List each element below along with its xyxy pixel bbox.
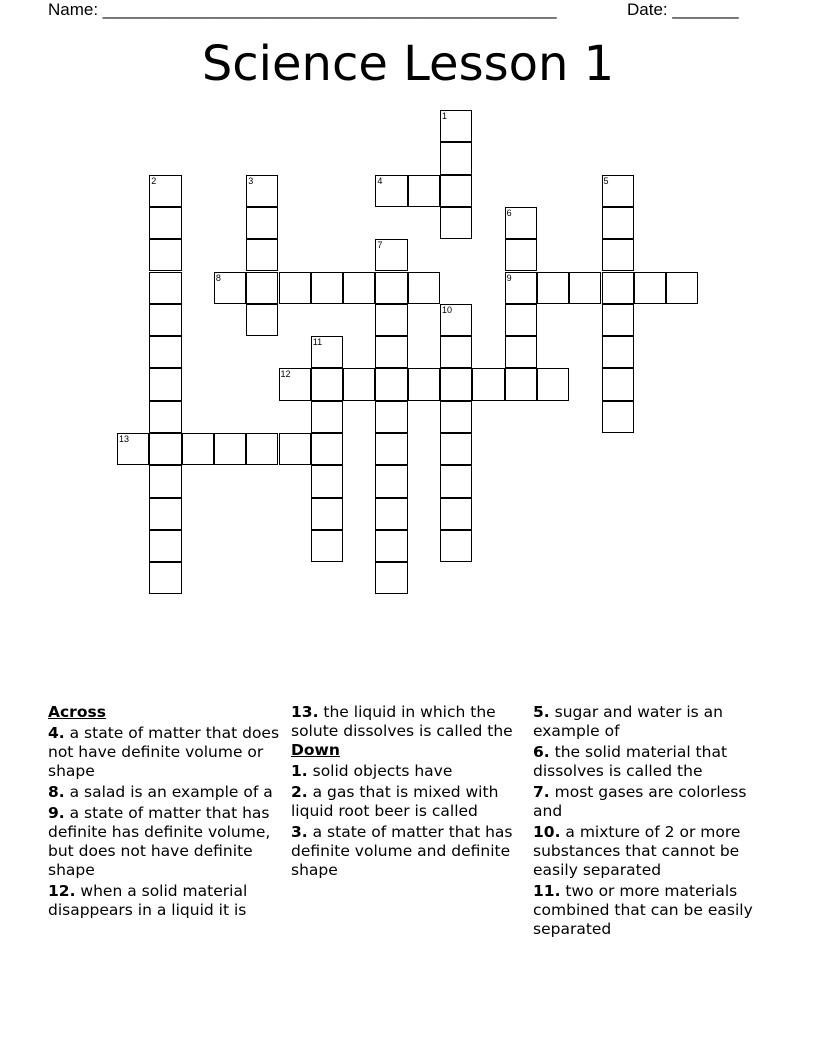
name-field-label: Name: ________________________________________________ — [48, 0, 557, 19]
crossword-cell[interactable] — [472, 368, 504, 400]
clues-column-3 — [533, 703, 768, 939]
crossword-cell[interactable] — [149, 530, 181, 562]
page-title: Science Lesson 1 — [201, 36, 615, 92]
crossword-cell[interactable] — [343, 272, 375, 304]
crossword-cell[interactable] — [214, 433, 246, 465]
crossword-cell[interactable] — [375, 530, 407, 562]
clue-down-10: 10. a mixture of 2 or more substances that cannot be easily separated — [533, 823, 741, 879]
crossword-cell[interactable] — [149, 239, 181, 271]
crossword-cell[interactable] — [149, 562, 181, 594]
clue-down-3: 3. a state of matter that has definite volume and definite shape — [291, 823, 513, 879]
clue-down-11: 11. two or more materials combined that can be easily separated — [533, 882, 753, 938]
crossword-cell[interactable] — [375, 239, 407, 271]
crossword-cell[interactable] — [440, 336, 472, 368]
down-heading: Down — [291, 741, 340, 759]
crossword-cell[interactable] — [440, 433, 472, 465]
crossword-cell[interactable] — [149, 465, 181, 497]
cell-number: 11 — [312, 337, 323, 348]
crossword-cell[interactable] — [311, 336, 343, 368]
date-field-label: Date: _______ — [627, 0, 739, 19]
crossword-cell[interactable] — [311, 401, 343, 433]
crossword-cell[interactable] — [440, 530, 472, 562]
crossword-cell[interactable] — [602, 239, 634, 271]
crossword-cell[interactable] — [311, 465, 343, 497]
crossword-cell[interactable] — [117, 433, 149, 465]
crossword-cell[interactable] — [149, 433, 181, 465]
crossword-cell[interactable] — [311, 368, 343, 400]
cell-number: 9 — [506, 272, 512, 283]
crossword-cell[interactable] — [246, 175, 278, 207]
crossword-cell[interactable] — [375, 465, 407, 497]
clue-down-1: 1. solid objects have — [291, 762, 453, 780]
crossword-cell[interactable] — [537, 368, 569, 400]
crossword-cell[interactable] — [505, 239, 537, 271]
crossword-cell[interactable] — [440, 368, 472, 400]
crossword-cell[interactable] — [279, 272, 311, 304]
crossword-cell[interactable] — [149, 304, 181, 336]
crossword-cell[interactable] — [375, 272, 407, 304]
crossword-cell[interactable] — [505, 304, 537, 336]
cell-number: 8 — [215, 272, 221, 283]
clue-across-8: 8. a salad is an example of a — [48, 783, 273, 801]
clue-across-4: 4. a state of matter that does not have definite volume or shape — [48, 724, 280, 780]
crossword-cell[interactable] — [149, 175, 181, 207]
crossword-cell[interactable] — [440, 498, 472, 530]
clue-down-6: 6. the solid material that dissolves is called the — [533, 743, 728, 780]
crossword-cell[interactable] — [440, 401, 472, 433]
crossword-cell[interactable] — [149, 401, 181, 433]
clue-down-5: 5. sugar and water is an example of — [533, 703, 723, 740]
cell-number: 1 — [442, 111, 448, 121]
crossword-cell[interactable] — [375, 498, 407, 530]
crossword-cell[interactable] — [343, 368, 375, 400]
crossword-cell[interactable] — [602, 207, 634, 239]
cell-number: 12 — [280, 369, 291, 380]
crossword-cell[interactable] — [375, 336, 407, 368]
crossword-cell[interactable] — [408, 175, 440, 207]
crossword-cell[interactable] — [375, 401, 407, 433]
crossword-cell[interactable] — [505, 207, 537, 239]
clues-column-1 — [48, 703, 283, 920]
clues-column-2 — [291, 703, 526, 880]
crossword-cell[interactable] — [505, 336, 537, 368]
crossword-cell[interactable] — [246, 207, 278, 239]
crossword-cell[interactable] — [602, 304, 634, 336]
clue-across-12: 12. when a solid material disappears in a liquid it is — [48, 882, 248, 919]
crossword-cell[interactable] — [246, 304, 278, 336]
crossword-cell[interactable] — [375, 175, 407, 207]
crossword-cell[interactable] — [311, 272, 343, 304]
crossword-cell[interactable] — [505, 272, 537, 304]
crossword-cell[interactable] — [246, 272, 278, 304]
cell-number: 4 — [377, 175, 383, 186]
crossword-cell[interactable] — [634, 272, 666, 304]
crossword-cell[interactable] — [375, 368, 407, 400]
crossword-cell[interactable] — [602, 336, 634, 368]
crossword-cell[interactable] — [149, 498, 181, 530]
clue-across-9: 9. a state of matter that has definite has definite volume, but does not have definite shape — [48, 804, 271, 879]
crossword-cell[interactable] — [602, 401, 634, 433]
crossword-cell[interactable] — [440, 175, 472, 207]
crossword-cell[interactable] — [246, 239, 278, 271]
crossword-cell[interactable] — [602, 368, 634, 400]
crossword-cell[interactable] — [149, 207, 181, 239]
crossword-cell[interactable] — [246, 433, 278, 465]
crossword-cell[interactable] — [408, 272, 440, 304]
crossword-cell[interactable] — [149, 368, 181, 400]
crossword-cell[interactable] — [311, 498, 343, 530]
crossword-cell[interactable] — [440, 304, 472, 336]
crossword-cell[interactable] — [375, 304, 407, 336]
cell-number: 5 — [603, 175, 609, 186]
crossword-cell[interactable] — [666, 272, 698, 304]
crossword-cell[interactable] — [311, 530, 343, 562]
crossword-cell[interactable] — [440, 465, 472, 497]
cell-number: 3 — [248, 175, 254, 186]
across-heading: Across — [48, 703, 106, 721]
clue-down-7: 7. most gases are colorless and — [533, 783, 747, 820]
crossword-cell[interactable] — [602, 175, 634, 207]
cell-number: 7 — [377, 240, 383, 251]
crossword-cell[interactable] — [279, 433, 311, 465]
cell-number: 13 — [119, 434, 130, 444]
crossword-cell[interactable] — [569, 272, 601, 304]
crossword-cell[interactable] — [279, 368, 311, 400]
crossword-cell[interactable] — [440, 110, 472, 142]
cell-number: 10 — [442, 304, 453, 315]
cell-number: 6 — [506, 207, 512, 218]
crossword-cell[interactable] — [375, 562, 407, 594]
cell-number: 2 — [151, 175, 157, 186]
crossword-cell[interactable] — [537, 272, 569, 304]
crossword-cell[interactable] — [214, 272, 246, 304]
crossword-cell[interactable] — [182, 433, 214, 465]
crossword-cell[interactable] — [311, 433, 343, 465]
crossword-cell[interactable] — [440, 207, 472, 239]
crossword-cell[interactable] — [408, 368, 440, 400]
clue-down-2: 2. a gas that is mixed with liquid root beer is called — [291, 783, 499, 820]
crossword-cell[interactable] — [505, 368, 537, 400]
crossword-cell[interactable] — [602, 272, 634, 304]
clue-across-13: 13. the liquid in which the solute dissolves is called the — [291, 703, 513, 740]
crossword-cell[interactable] — [149, 336, 181, 368]
crossword-cell[interactable] — [440, 142, 472, 174]
crossword-cell[interactable] — [149, 272, 181, 304]
crossword-cell[interactable] — [375, 433, 407, 465]
